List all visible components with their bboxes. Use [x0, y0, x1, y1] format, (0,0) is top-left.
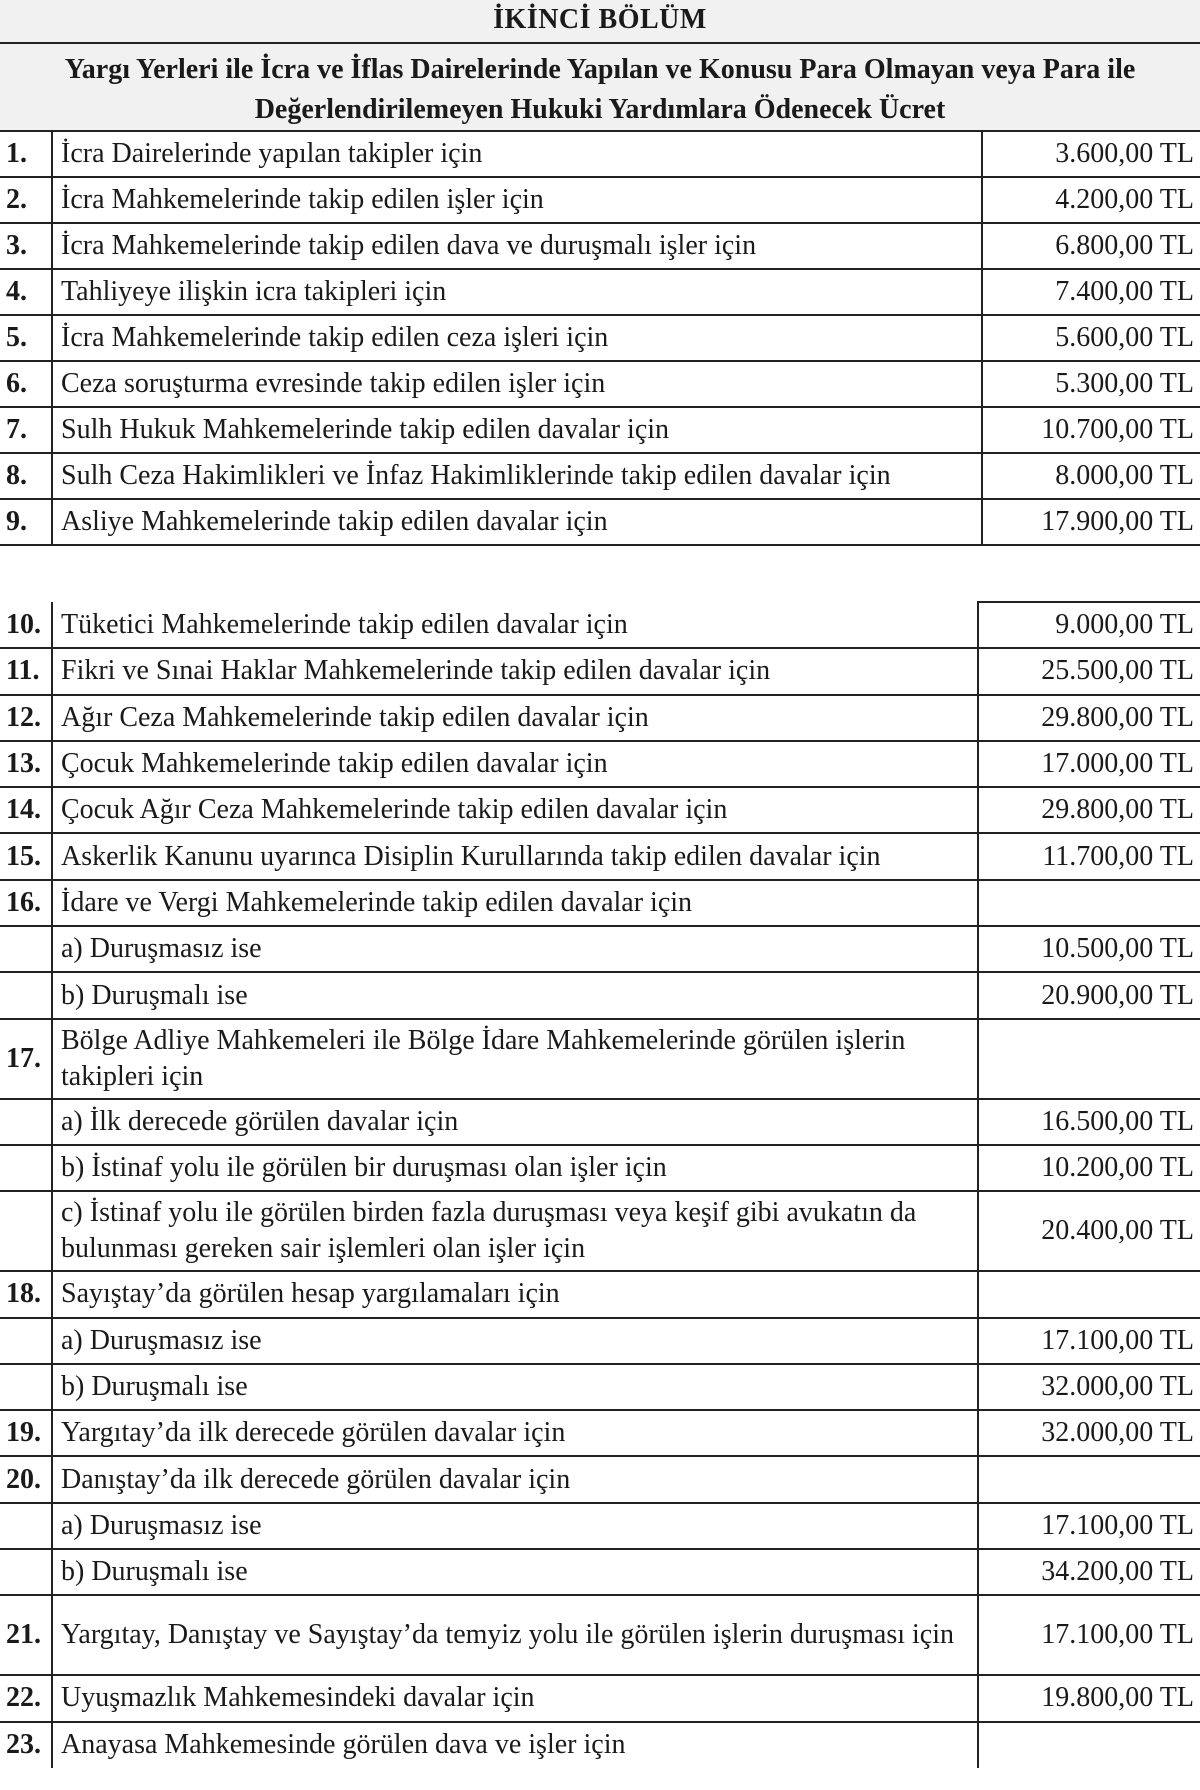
row-description: İdare ve Vergi Mahkemelerinde takip edilen davalar için	[52, 880, 978, 926]
table-subtitle	[20, 50, 1180, 130]
row-number	[0, 1191, 52, 1271]
row-number	[0, 926, 52, 972]
row-description: a) Duruşmasız ise	[52, 926, 978, 972]
row-description: b) Duruşmalı ise	[52, 1549, 978, 1595]
row-amount: 8.000,00 TL	[982, 453, 1200, 499]
row-number	[0, 1145, 52, 1191]
fee-row-16	[0, 880, 1200, 926]
fee-row-13	[0, 741, 1200, 787]
row-amount: 10.200,00 TL	[978, 1145, 1200, 1191]
row-description: a) Duruşmasız ise	[52, 1503, 978, 1549]
row-number: 11.	[0, 648, 52, 694]
row-amount: 17.900,00 TL	[982, 499, 1200, 545]
row-description: İcra Mahkemelerinde takip edilen ceza işleri için	[52, 315, 982, 361]
fee-row-19	[0, 1410, 1200, 1456]
fee-subrow	[0, 1191, 1200, 1271]
row-description: Çocuk Mahkemelerinde takip edilen davalar için	[52, 741, 978, 787]
row-description: Asliye Mahkemelerinde takip edilen davalar için	[52, 499, 982, 545]
row-amount: 10.500,00 TL	[978, 926, 1200, 972]
row-number: 7.	[0, 407, 52, 453]
row-amount: 32.000,00 TL	[978, 1410, 1200, 1456]
fee-row-20	[0, 1456, 1200, 1502]
fee-row-7	[0, 407, 1200, 453]
row-amount: 29.800,00 TL	[978, 787, 1200, 833]
row-amount	[978, 880, 1200, 926]
fee-row-12	[0, 695, 1200, 741]
row-amount: 11.700,00 TL	[978, 833, 1200, 879]
fee-subrow	[0, 926, 1200, 972]
row-amount: 20.900,00 TL	[978, 972, 1200, 1018]
subtitle-line-2: Değerlendirilemeyen Hukuki Yardımlara Ödenecek Ücret	[254, 94, 946, 125]
row-number: 12.	[0, 695, 52, 741]
row-amount: 34.200,00 TL	[978, 1549, 1200, 1595]
row-description: Sulh Ceza Hakimlikleri ve İnfaz Hakimliklerinde takip edilen davalar için	[52, 453, 982, 499]
row-amount: 10.700,00 TL	[982, 407, 1200, 453]
row-number: 9.	[0, 499, 52, 545]
section-title: İKİNCİ BÖLÜM	[493, 4, 707, 35]
row-amount: 3.600,00 TL	[982, 131, 1200, 177]
row-number: 15.	[0, 833, 52, 879]
fee-row-15	[0, 833, 1200, 879]
row-description: Yargıtay, Danıştay ve Sayıştay’da temyiz yolu ile görülen işlerin duruşması için	[52, 1595, 978, 1675]
row-description: Anayasa Mahkemesinde görülen dava ve işler için	[52, 1722, 978, 1768]
fee-row-9	[0, 499, 1200, 545]
fee-table-part-1	[0, 130, 1200, 546]
row-description: b) Duruşmalı ise	[52, 972, 978, 1018]
fee-row-1	[0, 131, 1200, 177]
row-description: Çocuk Ağır Ceza Mahkemelerinde takip edilen davalar için	[52, 787, 978, 833]
row-amount	[978, 1019, 1200, 1099]
row-number: 17.	[0, 1019, 52, 1099]
fee-subrow	[0, 972, 1200, 1018]
row-number: 6.	[0, 361, 52, 407]
fee-row-17	[0, 1019, 1200, 1099]
row-number: 1.	[0, 131, 52, 177]
row-description: c) İstinaf yolu ile görülen birden fazla duruşması veya keşif gibi avukatın da bulunması gereken sair işlemleri olan işler için	[52, 1191, 978, 1271]
row-amount: 17.100,00 TL	[978, 1503, 1200, 1549]
row-number: 22.	[0, 1675, 52, 1721]
row-description: Askerlik Kanunu uyarınca Disiplin Kurullarında takip edilen davalar için	[52, 833, 978, 879]
row-number: 13.	[0, 741, 52, 787]
row-number	[0, 1364, 52, 1410]
row-description: Danıştay’da ilk derecede görülen davalar için	[52, 1456, 978, 1502]
fee-row-23	[0, 1722, 1200, 1768]
row-amount: 20.400,00 TL	[978, 1191, 1200, 1271]
fee-row-22	[0, 1675, 1200, 1721]
row-description: Bölge Adliye Mahkemeleri ile Bölge İdare Mahkemelerinde görülen işlerin takipleri için	[52, 1019, 978, 1099]
row-amount: 19.800,00 TL	[978, 1675, 1200, 1721]
row-amount: 7.400,00 TL	[982, 269, 1200, 315]
header-divider	[0, 42, 1200, 44]
row-description: Uyuşmazlık Mahkemesindeki davalar için	[52, 1675, 978, 1721]
row-description: a) Duruşmasız ise	[52, 1318, 978, 1364]
fee-subrow	[0, 1318, 1200, 1364]
row-amount	[978, 1722, 1200, 1768]
fee-subrow	[0, 1145, 1200, 1191]
row-description: İcra Mahkemelerinde takip edilen işler için	[52, 177, 982, 223]
row-number: 18.	[0, 1271, 52, 1317]
fee-table-part-2	[0, 601, 1200, 1768]
row-amount: 17.100,00 TL	[978, 1318, 1200, 1364]
row-description: Ağır Ceza Mahkemelerinde takip edilen davalar için	[52, 695, 978, 741]
row-number: 5.	[0, 315, 52, 361]
row-number	[0, 1099, 52, 1145]
row-amount: 17.100,00 TL	[978, 1595, 1200, 1675]
fee-row-4	[0, 269, 1200, 315]
row-number: 21.	[0, 1595, 52, 1675]
row-number: 14.	[0, 787, 52, 833]
row-description: Sayıştay’da görülen hesap yargılamaları için	[52, 1271, 978, 1317]
row-number: 8.	[0, 453, 52, 499]
row-amount: 5.300,00 TL	[982, 361, 1200, 407]
row-number: 3.	[0, 223, 52, 269]
row-number	[0, 972, 52, 1018]
row-number: 23.	[0, 1722, 52, 1768]
row-number: 2.	[0, 177, 52, 223]
row-description: Ceza soruşturma evresinde takip edilen işler için	[52, 361, 982, 407]
row-amount: 32.000,00 TL	[978, 1364, 1200, 1410]
row-description: Tahliyeye ilişkin icra takipleri için	[52, 269, 982, 315]
row-amount: 9.000,00 TL	[978, 602, 1200, 648]
row-number	[0, 1503, 52, 1549]
row-description: Fikri ve Sınai Haklar Mahkemelerinde takip edilen davalar için	[52, 648, 978, 694]
fee-row-2	[0, 177, 1200, 223]
row-number: 10.	[0, 602, 52, 648]
fee-row-8	[0, 453, 1200, 499]
row-amount: 16.500,00 TL	[978, 1099, 1200, 1145]
row-description: İcra Mahkemelerinde takip edilen dava ve duruşmalı işler için	[52, 223, 982, 269]
fee-row-14	[0, 787, 1200, 833]
row-description: b) Duruşmalı ise	[52, 1364, 978, 1410]
fee-row-6	[0, 361, 1200, 407]
fee-row-18	[0, 1271, 1200, 1317]
row-description: İcra Dairelerinde yapılan takipler için	[52, 131, 982, 177]
row-amount: 29.800,00 TL	[978, 695, 1200, 741]
row-number: 4.	[0, 269, 52, 315]
subtitle-line-1: Yargı Yerleri ile İcra ve İflas Dairelerinde Yapılan ve Konusu Para Olmayan veya Para ile	[64, 54, 1136, 85]
fee-row-3	[0, 223, 1200, 269]
table-header	[0, 0, 1200, 130]
fee-subrow	[0, 1503, 1200, 1549]
fee-row-21	[0, 1595, 1200, 1675]
fee-row-10	[0, 602, 1200, 648]
row-description: b) İstinaf yolu ile görülen bir duruşması olan işler için	[52, 1145, 978, 1191]
fee-subrow	[0, 1099, 1200, 1145]
fee-subrow	[0, 1364, 1200, 1410]
fee-row-5	[0, 315, 1200, 361]
row-description: a) İlk derecede görülen davalar için	[52, 1099, 978, 1145]
row-description: Tüketici Mahkemelerinde takip edilen davalar için	[52, 602, 978, 648]
row-description: Yargıtay’da ilk derecede görülen davalar için	[52, 1410, 978, 1456]
row-amount: 6.800,00 TL	[982, 223, 1200, 269]
row-amount: 5.600,00 TL	[982, 315, 1200, 361]
row-description: Sulh Hukuk Mahkemelerinde takip edilen davalar için	[52, 407, 982, 453]
row-amount: 4.200,00 TL	[982, 177, 1200, 223]
row-number: 20.	[0, 1456, 52, 1502]
fee-row-11	[0, 648, 1200, 694]
row-amount	[978, 1456, 1200, 1502]
row-number: 16.	[0, 880, 52, 926]
fee-subrow	[0, 1549, 1200, 1595]
row-number	[0, 1318, 52, 1364]
row-number: 19.	[0, 1410, 52, 1456]
row-number	[0, 1549, 52, 1595]
row-amount: 25.500,00 TL	[978, 648, 1200, 694]
row-amount: 17.000,00 TL	[978, 741, 1200, 787]
row-amount	[978, 1271, 1200, 1317]
